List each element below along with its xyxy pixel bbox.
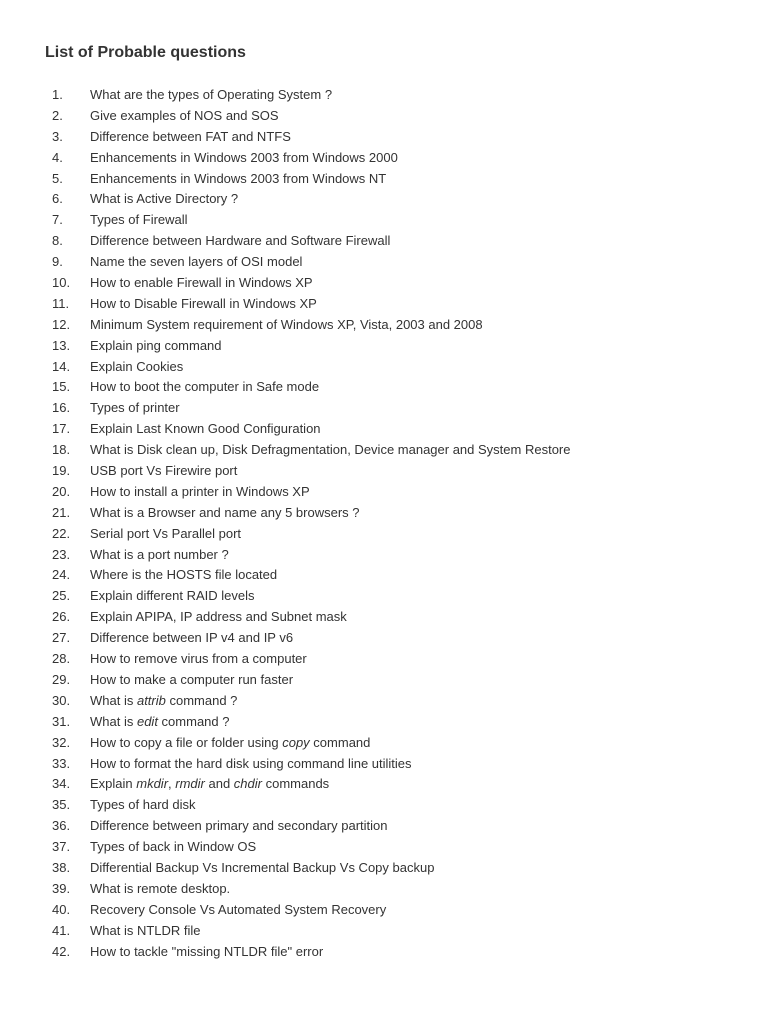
question-item	[0, 795, 768, 816]
question-text	[90, 189, 238, 210]
question-item	[0, 85, 768, 106]
question-item	[0, 712, 768, 733]
question-item	[0, 837, 768, 858]
question-text	[90, 628, 293, 649]
command-term: attrib	[136, 692, 166, 708]
question-text	[90, 377, 319, 398]
question-text-segment: Differential Backup Vs Incremental Backup Vs Copy backup	[90, 859, 435, 875]
question-number: 41.	[52, 922, 71, 938]
question-text	[90, 106, 279, 127]
question-text-segment: Difference between Hardware and Software Firewall	[90, 233, 391, 249]
question-number: 26.	[52, 609, 71, 625]
question-number: 24.	[52, 567, 71, 583]
question-number: 2.	[52, 107, 63, 123]
question-item	[0, 774, 768, 795]
question-text	[90, 921, 201, 942]
question-text-segment: Explain ping command	[90, 337, 222, 353]
question-item	[0, 169, 768, 190]
question-item	[0, 273, 768, 294]
question-text	[90, 357, 183, 378]
question-text	[90, 273, 313, 294]
question-text	[90, 649, 307, 670]
question-text-segment: How to format the hard disk using command line utilities	[90, 755, 412, 771]
question-number: 33.	[52, 755, 71, 771]
question-number: 18.	[52, 442, 71, 458]
question-text-segment: Where is the HOSTS file located	[90, 567, 278, 583]
question-number: 23.	[52, 546, 71, 562]
question-text-segment: What is NTLDR file	[90, 922, 201, 938]
question-text-segment: What is a port number ?	[90, 546, 229, 562]
question-text-segment: What is	[90, 713, 137, 729]
question-item	[0, 461, 768, 482]
question-text-segment: ,	[168, 776, 176, 792]
question-text	[90, 148, 398, 169]
question-item	[0, 336, 768, 357]
question-text	[90, 691, 237, 712]
question-number: 39.	[52, 880, 71, 896]
question-text-segment: What are the types of Operating System ?	[90, 87, 333, 102]
question-item	[0, 189, 768, 210]
question-item	[0, 733, 768, 754]
question-text	[90, 565, 277, 586]
question-text-segment: Explain	[90, 776, 137, 792]
question-text	[90, 127, 291, 148]
command-term: mkdir	[136, 776, 169, 792]
question-number: 37.	[52, 839, 71, 855]
question-item	[0, 294, 768, 315]
question-number: 38.	[52, 859, 71, 875]
question-text-segment: What is remote desktop.	[90, 880, 231, 896]
question-text-segment: How to make a computer run faster	[90, 671, 294, 687]
question-number: 35.	[52, 797, 71, 813]
question-text	[90, 733, 370, 754]
question-number: 1.	[52, 87, 63, 102]
command-term: rmdir	[175, 776, 205, 792]
question-text	[90, 440, 570, 461]
question-text-segment: Explain Last Known Good Configuration	[90, 421, 321, 437]
question-number: 25.	[52, 588, 71, 604]
question-text	[90, 858, 434, 879]
question-item	[0, 649, 768, 670]
question-number: 9.	[52, 254, 63, 270]
question-text	[90, 315, 483, 336]
question-number: 17.	[52, 421, 71, 437]
question-item	[0, 607, 768, 628]
command-term: edit	[136, 713, 158, 729]
question-number: 31.	[52, 713, 71, 729]
question-number: 20.	[52, 483, 71, 499]
question-number: 29.	[52, 671, 71, 687]
question-list	[0, 85, 768, 962]
question-number: 10.	[52, 275, 71, 291]
question-text	[90, 607, 347, 628]
command-term: copy	[282, 734, 310, 750]
question-text	[90, 419, 321, 440]
question-text-segment: How to install a printer in Windows XP	[90, 483, 310, 499]
question-text-segment: Name the seven layers of OSI model	[90, 254, 303, 270]
question-text-segment: What is Disk clean up, Disk Defragmentation, Device manager and System Restore	[90, 442, 571, 458]
question-item	[0, 106, 768, 127]
question-text-segment: How to tackle "missing NTLDR file" error	[90, 943, 324, 959]
question-text	[90, 816, 387, 837]
question-number: 12.	[52, 316, 71, 332]
question-number: 6.	[52, 191, 63, 207]
question-text	[90, 336, 222, 357]
question-text	[90, 252, 302, 273]
question-text	[90, 482, 310, 503]
question-text-segment: commands	[261, 776, 330, 792]
question-text	[90, 210, 188, 231]
question-text	[90, 85, 332, 106]
question-item	[0, 252, 768, 273]
question-item	[0, 524, 768, 545]
question-item	[0, 900, 768, 921]
question-item	[0, 419, 768, 440]
question-item	[0, 565, 768, 586]
question-text-segment: Explain Cookies	[90, 358, 184, 374]
question-text	[90, 545, 229, 566]
question-item	[0, 127, 768, 148]
question-text-segment: USB port Vs Firewire port	[90, 463, 238, 479]
question-item	[0, 921, 768, 942]
question-text	[90, 524, 241, 545]
question-item	[0, 231, 768, 252]
question-number: 40.	[52, 901, 71, 917]
question-number: 19.	[52, 463, 71, 479]
question-text-segment: How to remove virus from a computer	[90, 651, 307, 667]
question-number: 27.	[52, 630, 71, 646]
question-text-segment: Difference between FAT and NTFS	[90, 128, 291, 144]
question-number: 3.	[52, 128, 63, 144]
page-title: List of Probable questions	[45, 44, 246, 61]
question-text-segment: Enhancements in Windows 2003 from Windows 2000	[90, 149, 398, 165]
question-text	[90, 169, 386, 190]
question-text-segment: What is a Browser and name any 5 browsers ?	[90, 504, 360, 520]
question-text	[90, 879, 230, 900]
question-text-segment: Types of back in Window OS	[90, 839, 257, 855]
question-text-segment: Explain different RAID levels	[90, 588, 255, 604]
question-item	[0, 315, 768, 336]
question-number: 5.	[52, 170, 63, 186]
question-item	[0, 754, 768, 775]
question-text	[90, 461, 237, 482]
question-text-segment: command ?	[165, 692, 238, 708]
question-text-segment: What is	[90, 692, 137, 708]
question-text-segment: Minimum System requirement of Windows XP, Vista, 2003 and 2008	[90, 316, 483, 332]
question-text-segment: Difference between IP v4 and IP v6	[90, 630, 294, 646]
question-item	[0, 816, 768, 837]
question-item	[0, 503, 768, 524]
question-item	[0, 879, 768, 900]
question-number: 30.	[52, 692, 71, 708]
question-text	[90, 670, 293, 691]
question-number: 7.	[52, 212, 63, 228]
question-text-segment: Enhancements in Windows 2003 from Windows NT	[90, 170, 387, 186]
question-item	[0, 398, 768, 419]
question-text-segment: How to boot the computer in Safe mode	[90, 379, 320, 395]
question-number: 4.	[52, 149, 63, 165]
question-item	[0, 670, 768, 691]
question-text-segment: command ?	[157, 713, 230, 729]
question-text-segment: How to enable Firewall in Windows XP	[90, 275, 313, 291]
question-text	[90, 586, 255, 607]
question-number: 42.	[52, 943, 71, 959]
question-text-segment: Types of Firewall	[90, 212, 188, 228]
question-item	[0, 691, 768, 712]
question-number: 34.	[52, 776, 71, 792]
question-item	[0, 942, 768, 963]
question-text	[90, 900, 386, 921]
question-text	[90, 712, 229, 733]
question-text	[90, 837, 256, 858]
question-text-segment: Explain APIPA, IP address and Subnet mask	[90, 609, 347, 625]
question-number: 8.	[52, 233, 63, 249]
question-text-segment: Serial port Vs Parallel port	[90, 525, 242, 541]
question-text-segment: What is Active Directory ?	[90, 191, 239, 207]
question-item	[0, 440, 768, 461]
question-text	[90, 795, 196, 816]
question-item	[0, 357, 768, 378]
question-number: 11.	[52, 295, 70, 311]
question-text	[90, 294, 317, 315]
question-text	[90, 942, 323, 963]
question-text	[90, 398, 180, 419]
question-text	[90, 754, 412, 775]
question-number: 16.	[52, 400, 71, 416]
question-item	[0, 377, 768, 398]
question-item	[0, 482, 768, 503]
question-number: 14.	[52, 358, 71, 374]
question-text-segment: Give examples of NOS and SOS	[90, 107, 279, 123]
question-item	[0, 628, 768, 649]
question-text	[90, 774, 329, 795]
question-text-segment: and	[204, 776, 234, 792]
question-number: 32.	[52, 734, 71, 750]
question-number: 21.	[52, 504, 71, 520]
question-number: 36.	[52, 818, 71, 834]
question-text-segment: How to copy a file or folder using	[90, 734, 283, 750]
question-item	[0, 586, 768, 607]
question-number: 22.	[52, 525, 71, 541]
question-text-segment: Recovery Console Vs Automated System Recovery	[90, 901, 387, 917]
question-text-segment: Difference between primary and secondary partition	[90, 818, 388, 834]
question-text-segment: command	[309, 734, 371, 750]
question-number: 15.	[52, 379, 71, 395]
question-text	[90, 503, 360, 524]
question-text-segment: How to Disable Firewall in Windows XP	[90, 295, 317, 311]
question-item	[0, 210, 768, 231]
question-text-segment: Types of printer	[90, 400, 180, 416]
question-item	[0, 148, 768, 169]
question-text	[90, 231, 390, 252]
question-item	[0, 858, 768, 879]
question-number: 28.	[52, 651, 71, 667]
command-term: chdir	[233, 776, 262, 792]
question-item	[0, 545, 768, 566]
question-number: 13.	[52, 337, 71, 353]
question-text-segment: Types of hard disk	[90, 797, 196, 813]
